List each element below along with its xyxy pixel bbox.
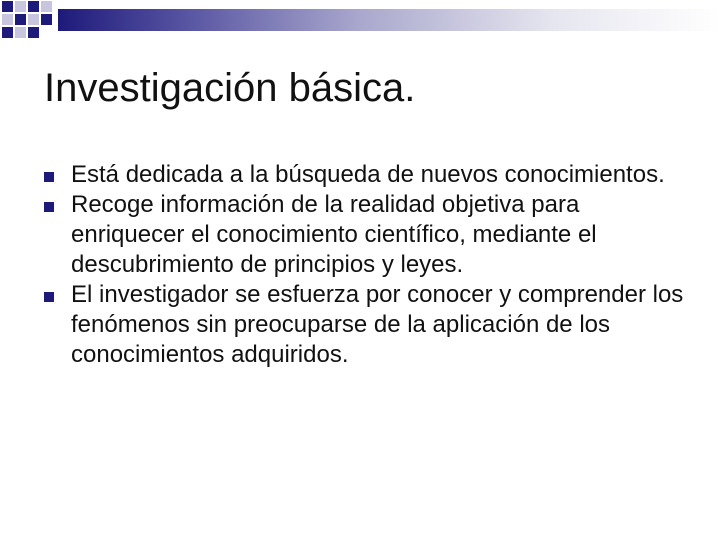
deco-square	[41, 14, 52, 25]
deco-square	[2, 27, 13, 38]
bullet-text: Está dedicada a la búsqueda de nuevos conocimientos.	[71, 161, 665, 188]
bullet-item	[44, 190, 684, 280]
square-bullet-icon	[44, 292, 54, 302]
bullet-text: Recoge información de la realidad objetiva para enriquecer el conocimiento científico, mediante el descubrimiento de principios y leyes.	[71, 191, 597, 278]
deco-square	[28, 1, 39, 12]
bullet-item	[44, 280, 684, 370]
bullet-list	[44, 160, 684, 370]
deco-square	[15, 1, 26, 12]
slide-title: Investigación básica.	[44, 66, 416, 110]
deco-square	[15, 27, 26, 38]
deco-square	[2, 1, 13, 12]
corner-decoration	[0, 0, 60, 50]
deco-square	[15, 14, 26, 25]
deco-square	[2, 14, 13, 25]
deco-square	[28, 14, 39, 25]
header-gradient-bar	[58, 9, 720, 31]
square-bullet-icon	[44, 172, 54, 182]
deco-square	[41, 1, 52, 12]
bullet-text: El investigador se esfuerza por conocer y comprender los fenómenos sin preocuparse de la aplicación de los conocimientos adquiridos.	[71, 281, 684, 368]
bullet-item	[44, 160, 684, 190]
square-bullet-icon	[44, 202, 54, 212]
deco-square	[28, 27, 39, 38]
